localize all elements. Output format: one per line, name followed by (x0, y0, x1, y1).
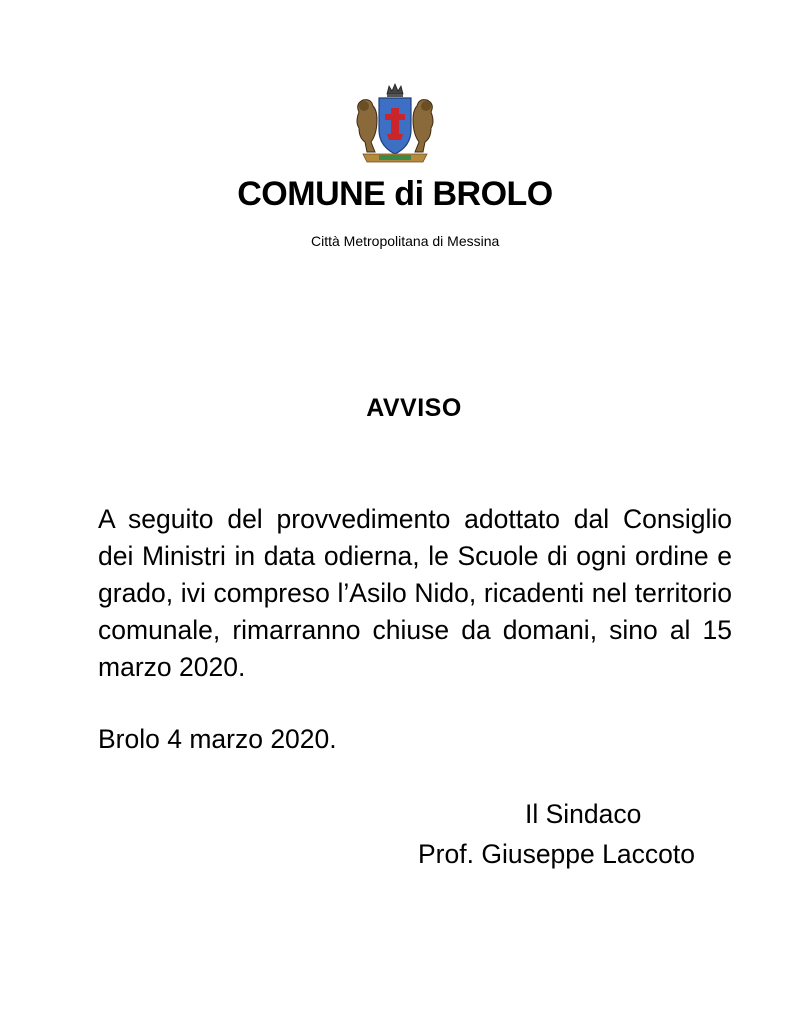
municipality-title: COMUNE di BROLO (237, 175, 553, 213)
notice-heading: AVVISO (366, 394, 462, 422)
signature-name: Prof. Giuseppe Laccoto (418, 839, 695, 869)
signature-block (418, 794, 734, 874)
municipality-subtitle: Città Metropolitana di Messina (311, 233, 500, 249)
signature-role: Il Sindaco (525, 799, 642, 829)
municipal-coat-of-arms-icon (349, 82, 441, 168)
notice-place-date: Brolo 4 marzo 2020. (98, 724, 337, 754)
notice-body: A seguito del provvedimento adottato dal Consiglio dei Ministri in data odierna, le Scuole di ogni ordine e grado, ivi compreso l’Asilo Nido, ricadenti nel territorio comunale, rimarranno chiuse da domani, sino al 15 marzo 2020. (98, 504, 732, 682)
